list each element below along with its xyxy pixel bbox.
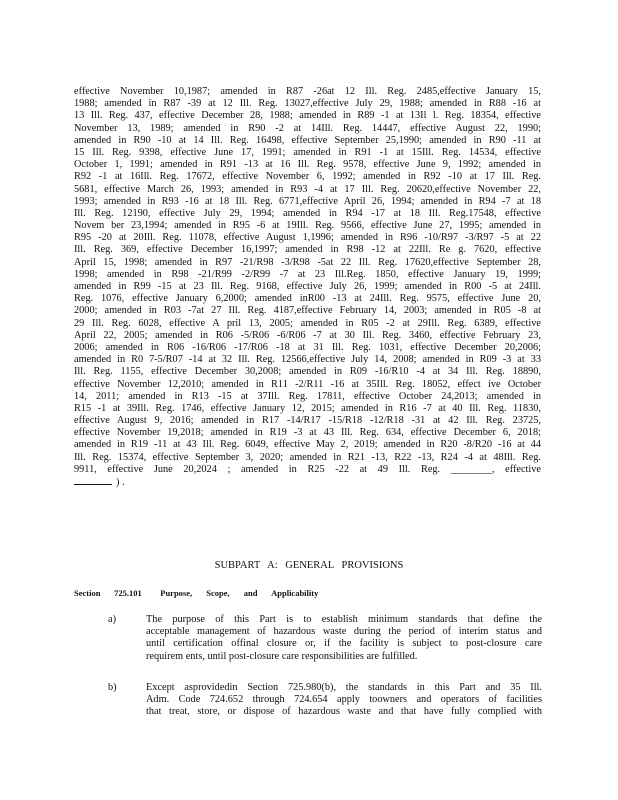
history-line: 2006; amended in R06 -16/R06 -17/R06 -18 at 31 Ill. Reg. 1031, effective December 20,2006;: [74, 341, 541, 353]
history-line-tail: [74, 476, 541, 488]
paragraph-line: acceptable management of hazardous waste during the period of interim status and: [146, 626, 542, 638]
history-line: Ill. Reg. 1155, effective December 30,2008; amended in R09 -16/R10 -4 at 34 Ill. Reg. 18890,: [74, 366, 541, 378]
history-line: 1988; amended in R87 -39 at 12 Ill. Reg. 13027,effective July 29, 1988; amended in R88 -16 at: [74, 98, 541, 110]
history-line: effective November 12,2010; amended in R11 -2/R11 -16 at 35Ill. Reg. 18052, effect ive October: [74, 378, 541, 390]
history-line: 13 Ill. Reg. 437, effective December 28, 1988; amended in R89 -1 at 13Il l. Reg. 18354, effective: [74, 110, 541, 122]
history-line: April 22, 2005; amended in R06 -5/R06 -6/R06 -7 at 30 Ill. Reg. 3460, effective February 23,: [74, 329, 541, 341]
history-line: Novem ber 23,1994; amended in R95 -6 at 19Ill. Reg. 9566, effective June 27, 1995; amended in: [74, 220, 541, 232]
history-line: effective November 10,1987; amended in R87 -26at 12 Ill. Reg. 2485,effective January 15,: [74, 86, 541, 97]
history-line: amended in R99 -15 at 23 Ill. Reg. 9168, effective July 26, 1999; amended in R00 -5 at 24Ill.: [74, 281, 541, 292]
history-line: April 15, 1998; amended in R97 -21/R98 -3/R98 -5at 22 Ill. Reg. 17620,effective September 28,: [74, 256, 541, 268]
history-line: R95 -20 at 20Ill. Reg. 11078, effective August 1,1996; amended in R96 -10/R97 -3/R97 -5 at 22: [74, 232, 541, 244]
history-line: November 13, 1989; amended in R90 -2 at 14Ill. Reg. 14447, effective August 22, 1990;: [74, 122, 541, 134]
history-line: effective November 19,2018; amended in R19 -3 at 43 Ill. Reg. 634, effective December 6, 2018;: [74, 427, 541, 439]
history-line: 9911, effective June 20,2024 ; amended in R25 -22 at 49 Ill. Reg. ________, effective: [74, 463, 541, 475]
subpart-heading: SUBPART A: GENERAL PROVISIONS: [214, 560, 404, 571]
history-line: effective August 9, 2016; amended in R17 -14/R17 -15/R18 -12/R18 -31 at 42 Ill. Reg. 23725,: [74, 415, 541, 427]
paragraph-body: [146, 614, 542, 663]
effective-date-blank: [74, 476, 112, 485]
history-line: 15 Ill. Reg. 9398, effective June 17, 1991; amended in R91 -1 at 15Ill. Reg. 14534, effective: [74, 146, 541, 158]
history-line: 14, 2011; amended in R13 -15 at 37Ill. Reg. 17811, effective October 24,2013; amended in: [74, 390, 541, 402]
history-line: 1998; amended in R98 -21/R99 -2/R99 -7 at 23 Ill.Reg. 1850, effective January 19, 1999;: [74, 268, 541, 280]
history-line: amended in R19 -11 at 43 Ill. Reg. 6049, effective May 2, 2019; amended in R20 -8/R20 -16 at 44: [74, 439, 541, 451]
section-title: Purpose, Scope, and Applicability: [160, 588, 319, 598]
paragraph-letter: a): [108, 614, 116, 625]
paragraph-body: [146, 682, 542, 719]
paragraph-line: requirem ents, until post-closure care responsibilities are fulfilled.: [146, 650, 418, 662]
history-line: amended in R90 -10 at 14 Ill. Reg. 16498, effective September 25,1990; amended in R90 -11 at: [74, 134, 541, 146]
paragraph-letter: b): [108, 682, 117, 693]
section-number: 725.101: [114, 588, 142, 598]
paragraph-line: that treat, store, or dispose of hazardous waste and that have fully complied with: [146, 706, 542, 718]
section-label: Section: [74, 588, 101, 598]
paragraph-line: The purpose of this Part is to establish minimum standards that define the: [146, 614, 542, 625]
history-line: Reg. 1076, effective January 6,2000; amended inR00 -13 at 24Ill. Reg. 9575, effective June 20,: [74, 293, 541, 305]
history-line: R92 -1 at 16Ill. Reg. 17672, effective November 6, 1992; amended in R92 -10 at 17 Ill. Reg.: [74, 171, 541, 183]
section-heading: [74, 588, 318, 598]
history-line: 1993; amended in R93 -16 at 18 Ill. Reg. 6771,effective April 26, 1994; amended in R94 -7 at 18: [74, 195, 541, 207]
paragraph-line: Except asprovidedin Section 725.980(b), the standards in this Part and 35 Ill.: [146, 682, 542, 693]
history-line: October 1, 1991; amended in R91 -13 at 16 Ill. Reg. 9578, effective June 9, 1992; amended in: [74, 159, 541, 171]
history-line: Ill. Reg. 15374, effective September 3, 2020; amended in R21 -13, R22 -13, R24 -4 at 48Ill. Reg.: [74, 451, 541, 463]
history-line: Ill. Reg. 12190, effective July 29, 1994; amended in R94 -17 at 18 Ill. Reg.17548, effective: [74, 207, 541, 219]
history-line: 29 Ill. Reg. 6028, effective A pril 13, 2005; amended in R05 -2 at 29Ill. Reg. 6389, effective: [74, 317, 541, 329]
history-line: R15 -1 at 39Ill. Reg. 1746, effective January 12, 2015; amended in R16 -7 at 40 Ill. Reg. 11830,: [74, 402, 541, 414]
paragraph-line: Adm. Code 724.652 through 724.654 apply toowners and operators of facilities: [146, 694, 542, 706]
paragraph-line: until certification offinal closure or, if the facility is subject to post-closure care: [146, 638, 542, 650]
history-line: 2000; amended in R03 -7at 27 Ill. Reg. 4187,effective February 14, 2003; amended in R05 -8 at: [74, 305, 541, 317]
history-line: amended in R0 7-5/R07 -14 at 32 Ill. Reg. 12566,effective July 14, 2008; amended in R09 -3 at 33: [74, 354, 541, 366]
history-tail-text: ) .: [116, 477, 125, 488]
history-line: Ill. Reg. 369, effective December 16,1997; amended in R98 -12 at 22Ill. Re g. 7620, effective: [74, 244, 541, 256]
history-line: 5681, effective March 26, 1993; amended in R93 -4 at 17 Ill. Reg. 20620,effective November 22,: [74, 183, 541, 195]
history-note: [74, 86, 541, 488]
